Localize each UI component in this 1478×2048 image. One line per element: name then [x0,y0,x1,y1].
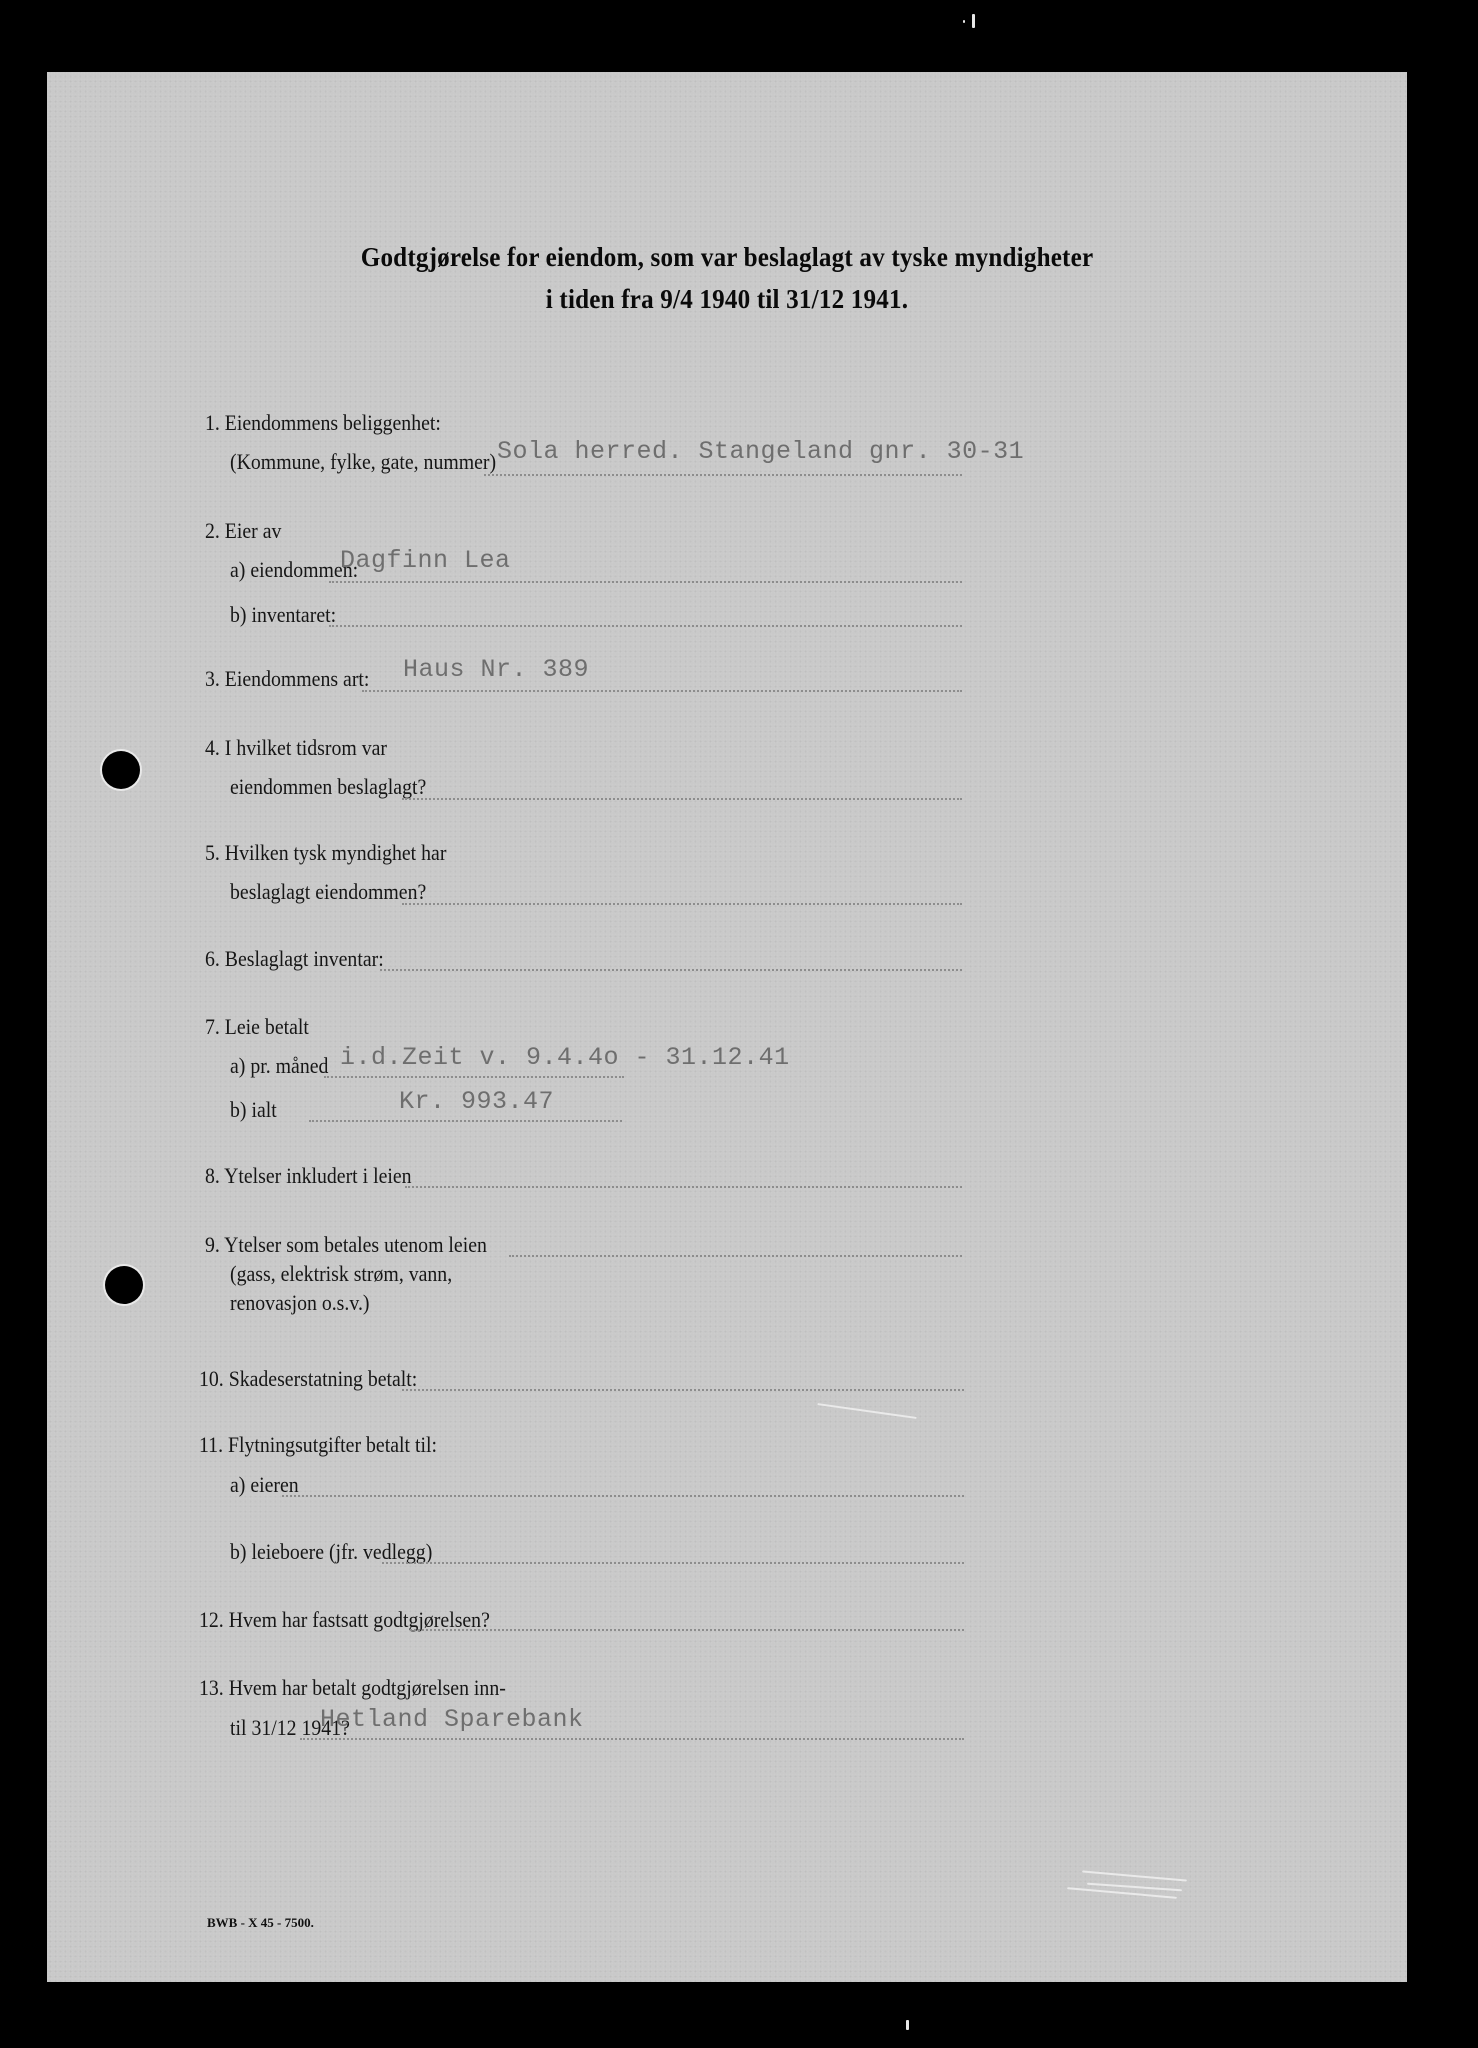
question-13-label: 13. Hvem har betalt godtgjørelsen inn- [199,1675,506,1700]
question-13-answer: Hetland Sparebank [320,1705,584,1734]
form-title-line-2: i tiden fra 9/4 1940 til 31/12 1941. [545,284,909,314]
question-1-answer-line [484,474,962,476]
dust-speck [972,14,975,28]
question-13-sublabel: til 31/12 1941? [230,1715,350,1740]
scratch-mark [817,1403,916,1419]
question-3-label: 3. Eiendommens art: [205,666,370,691]
question-5-sublabel: beslaglagt eiendommen? [230,879,427,904]
question-11b-answer-line [382,1562,964,1564]
question-12-label: 12. Hvem har fastsatt godtgjørelsen? [199,1607,490,1632]
question-8-label: 8. Ytelser inkludert i leien [205,1163,412,1188]
question-3-answer-line [362,690,962,692]
question-7a-label: a) pr. måned [230,1053,329,1078]
question-2b-answer-line [329,625,962,627]
punch-hole-bottom [105,1266,143,1304]
question-1-label: 1. Eiendommens beliggenhet: [205,410,441,435]
question-1-sublabel: (Kommune, fylke, gate, nummer) [230,449,497,474]
question-7b-answer-line [309,1120,622,1122]
punch-hole-top [102,751,140,789]
question-6-answer-line [380,969,962,971]
question-7a-answer-line [324,1076,624,1078]
form-sheet [47,72,1407,1982]
print-code: BWB - X 45 - 7500. [207,1915,314,1930]
question-7-label: 7. Leie betalt [205,1014,309,1039]
question-10-label: 10. Skadeserstatning betalt: [199,1366,418,1391]
question-9-answer-line [509,1255,962,1257]
question-4-answer-line [402,798,962,800]
question-7b-label: b) ialt [230,1097,277,1122]
question-13-answer-line [300,1738,964,1740]
question-9-label: 9. Ytelser som betales utenom leien [205,1232,487,1257]
question-1-number: 1. [205,410,220,435]
question-5-label: 5. Hvilken tysk myndighet har [205,840,447,865]
question-7a-answer: i.d.Zeit v. 9.4.4o - 31.12.41 [340,1043,790,1072]
question-8-answer-line [405,1186,962,1188]
form-title-line-1: Godtgjørelse for eiendom, som var beslaglagt av tyske myndigheter [360,242,1094,272]
question-1-answer: Sola herred. Stangeland gnr. 30-31 [497,437,1025,466]
question-7b-answer: Kr. 993.47 [399,1087,555,1116]
question-5-answer-line [402,903,962,905]
dust-speck [963,20,965,23]
question-11-label: 11. Flytningsutgifter betalt til: [199,1432,437,1457]
question-3-answer: Haus Nr. 389 [403,655,590,684]
question-10-answer-line [402,1389,964,1391]
question-12-answer-line [410,1629,964,1631]
question-6-label: 6. Beslaglagt inventar: [205,946,384,971]
question-11b-label: b) leieboere (jfr. vedlegg) [230,1539,433,1564]
question-2-label: 2. Eier av [205,518,282,543]
scratch-mark [1082,1870,1187,1881]
question-2a-answer: Dagfinn Lea [340,546,511,575]
question-2a-label: a) eiendommen: [230,557,359,582]
question-2a-answer-line [329,581,962,583]
question-4-sublabel: eiendommen beslaglagt? [230,774,427,799]
question-9-sublabel: (gass, elektrisk strøm, vann, [230,1261,453,1286]
question-11a-answer-line [282,1495,964,1497]
question-2b-label: b) inventaret: [230,602,337,627]
question-11a-label: a) eieren [230,1472,299,1497]
question-4-label: 4. I hvilket tidsrom var [205,735,388,760]
question-9-sublabel-2: renovasjon o.s.v.) [230,1290,370,1315]
dust-speck [906,2020,909,2030]
